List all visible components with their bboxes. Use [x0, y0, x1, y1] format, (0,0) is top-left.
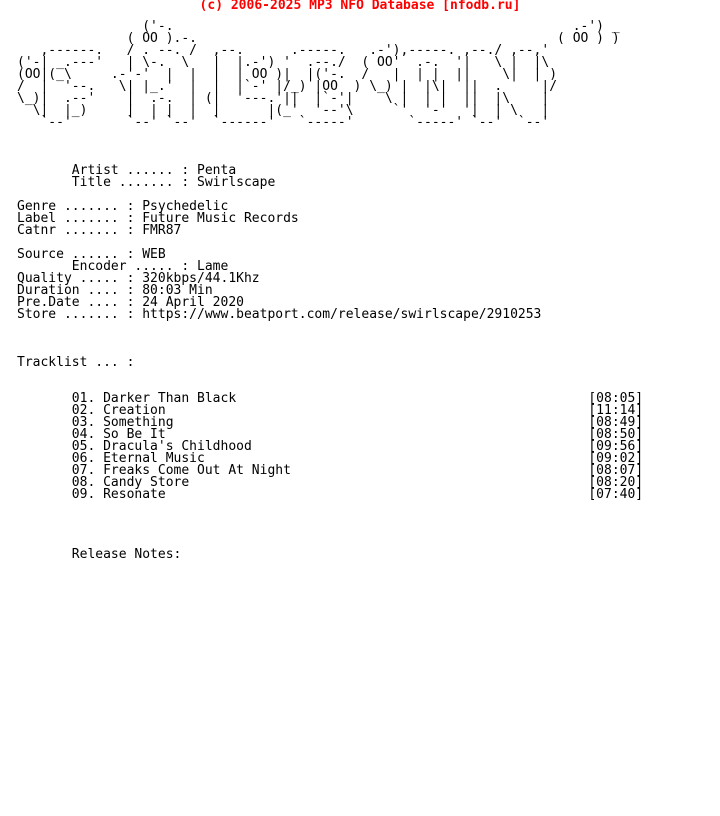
nfodb-credit-header: (c) 2006-2025 MP3 NFO Database [nfodb.ru]: [199, 0, 521, 13]
nfo-text-block: ('-. .-') _ ( OO ).-. ( OO ) ) ,------. / . --. / ,--. .-----. .-'),-----. ,--./ ,--,' ('-| _.---' | \-. \ | |.-') ' .--./ ( OO' .-. '| \ | |\ (OO|(_\ .-'-' | | | | OO )| |('-. / | | | || \| | ) / | '--. \| |_.' | | |`-' |/_) |OO ) \_) | |\| || . |/ \_)| .--' | .-. | (| '---.'|| |`-'| \ | | | || |\ | \| |_) | | | | | |(_' '--'\ `' '-' '| | \ | `--' `--' `--' `------' `-----' `-----' `--' `--' Artist ...... : Penta Title ....... : Swirlscape Genre ....... : Psychedelic Label ....... : Future Music Records Catnr ....... : FMR87 Source ...... : WEB Encoder ..... : Lame Quality ..... : 320kbps/44.1Khz Duration .... : 80:03 Min Pre.Date .... : 24 April 2020 Store ....... : https://www.beatport.com/release/swirlscape/2910253 Tracklist ... : 01. Darker Than Black [08:05] 02. Creation [11:14] 03. Something [08:49] 04. So Be It [08:50] 05. Dracula's Childhood [09:56] 06. Eternal Music [09:02] 07. Freaks Come Out At Night [08:07] 08. Candy Store [08:20] 09. Resonate [07:40] Release Notes:: [17, 19, 644, 562]
